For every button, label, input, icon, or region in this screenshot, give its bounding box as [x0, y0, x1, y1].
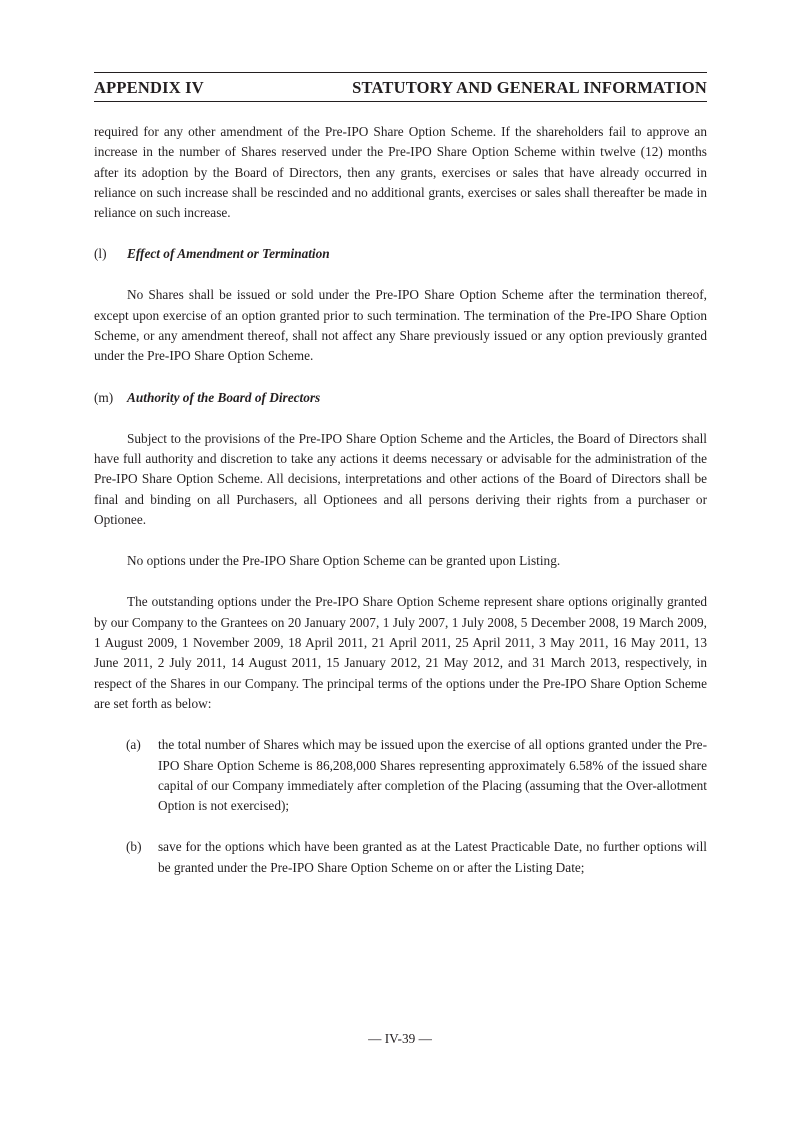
section-heading-m	[94, 388, 707, 408]
paragraph-amendment-continued: required for any other amendment of the Pre-IPO Share Option Scheme. If the shareholders fail to approve an increase in the number of Shares reserved under the Pre-IPO Share Option Scheme within twelve (12) months after its adoption by the Board of Directors, then any grants, exercises or sales that have already occurred in reliance on such increase shall be rescinded and no additional grants, exercises or sales shall thereafter be made in reliance on such increase.	[94, 124, 707, 221]
section-title-text: Authority of the Board of Directors	[127, 389, 321, 405]
list-item-text: save for the options which have been granted as at the Latest Practicable Date, no further options will be granted under the Pre-IPO Share Option Scheme on or after the Listing Date;	[158, 839, 707, 875]
page-number: — IV-39 —	[368, 1031, 432, 1046]
paragraph-outstanding-options: The outstanding options under the Pre-IPO Share Option Scheme represent share options originally granted by our Company to the Grantees on 20 January 2007, 1 July 2007, 1 July 2008, 5 December 2008, 19 March 2009, 1 August 2009, 1 November 2009, 18 April 2011, 21 April 2011, 25 April 2011, 3 May 2011, 16 May 2011, 13 June 2011, 2 July 2011, 14 August 2011, 15 January 2012, 21 May 2012, and 31 March 2013, respectively, in respect of the Shares in our Company. The principal terms of the options under the Pre-IPO Share Option Scheme are set forth as below:	[94, 594, 707, 711]
list-item-number: (a)	[126, 737, 141, 753]
document-body	[94, 122, 707, 878]
header-underline	[94, 101, 707, 102]
section-number: (l)	[94, 246, 107, 262]
appendix-label: APPENDIX IV	[94, 78, 204, 97]
paragraph-board-authority: Subject to the provisions of the Pre-IPO Share Option Scheme and the Articles, the Board of Directors shall have full authority and discretion to take any actions it deems necessary or advisable for the administration of the Pre-IPO Share Option Scheme. All decisions, interpretations and other actions of the Board of Directors shall be final and binding on all Purchasers, all Optionees and all persons deriving their rights from a purchaser or Optionee.	[94, 430, 707, 527]
list-item	[94, 837, 707, 878]
section-title-text: Effect of Amendment or Termination	[127, 246, 330, 262]
list-item	[94, 735, 707, 816]
section-title: STATUTORY AND GENERAL INFORMATION	[352, 78, 707, 97]
paragraph-no-options: No options under the Pre-IPO Share Option Scheme can be granted upon Listing.	[127, 553, 561, 569]
header-rule	[94, 72, 707, 73]
page-header	[94, 78, 707, 100]
section-heading-l	[94, 244, 707, 264]
list-item-number: (b)	[126, 839, 142, 855]
list-item-text: the total number of Shares which may be issued upon the exercise of all options granted under the Pre-IPO Share Option Scheme is 86,208,000 Shares representing approximately 6.58% of the issued share capital of our Company immediately after completion of the Placing (assuming that the Over-allotment Option is not exercised);	[158, 737, 707, 814]
section-number: (m)	[94, 389, 114, 405]
paragraph-termination: No Shares shall be issued or sold under the Pre-IPO Share Option Scheme after the termination thereof, except upon exercise of an option granted prior to such termination. The termination of the Pre-IPO Share Option Scheme, or any amendment thereof, shall not affect any Share previously issued or any option previously granted under the Pre-IPO Share Option Scheme.	[94, 287, 707, 364]
